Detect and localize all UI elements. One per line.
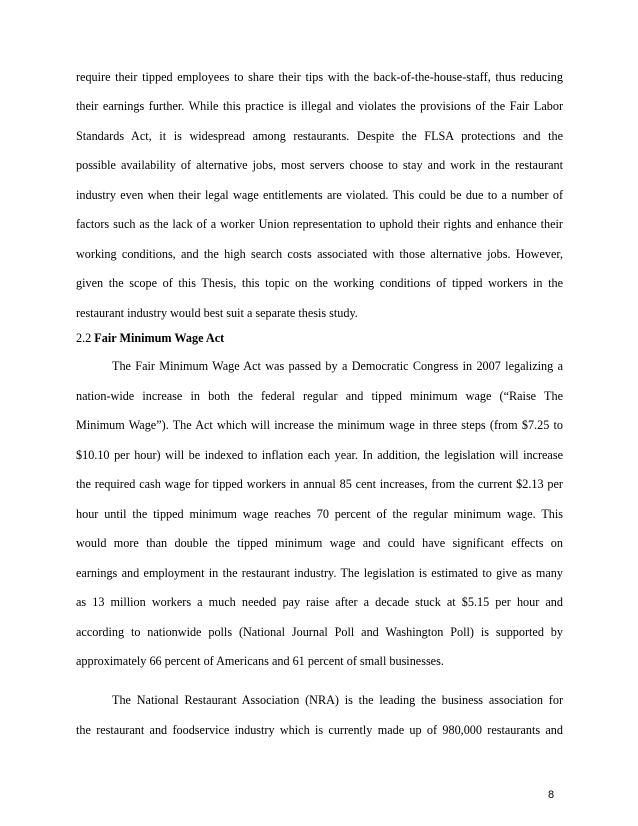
- paragraph-1-line-4: possible availability of alternative jobs, most servers choose to stay and work in the restaurant: [76, 158, 563, 172]
- paragraph-2-line-1: The Fair Minimum Wage Act was passed by a Democratic Congress in 2007 legalizing a: [112, 359, 563, 373]
- section-title: Fair Minimum Wage Act: [94, 331, 225, 345]
- paragraph-3-line-2: the restaurant and foodservice industry which is currently made up of 980,000 restaurants and: [76, 723, 563, 737]
- paragraph-1-line-7: working conditions, and the high search costs associated with those alternative jobs. However,: [76, 247, 563, 261]
- paragraph-2-line-8: earnings and employment in the restaurant industry. The legislation is estimated to give as many: [76, 566, 563, 580]
- section-number: 2.2: [76, 331, 92, 345]
- section-heading: [76, 330, 224, 346]
- paragraph-2-line-11: approximately 66 percent of Americans and 61 percent of small businesses.: [76, 654, 444, 668]
- page-number: 8: [548, 789, 555, 801]
- paragraph-2-line-2: nation-wide increase in both the federal regular and tipped minimum wage (“Raise The: [76, 389, 563, 403]
- paragraph-2-line-7: would more than double the tipped minimum wage and could have significant effects on: [76, 536, 563, 550]
- paragraph-1-line-8: given the scope of this Thesis, this topic on the working conditions of tipped workers in the: [76, 276, 563, 290]
- paragraph-3-line-1: The National Restaurant Association (NRA) is the leading the business association for: [112, 693, 563, 707]
- paragraph-2-line-4: $10.10 per hour) will be indexed to inflation each year. In addition, the legislation will increase: [76, 448, 563, 462]
- paragraph-2-line-5: the required cash wage for tipped workers in annual 85 cent increases, from the current $2.13 per: [76, 477, 563, 491]
- paragraph-2-line-6: hour until the tipped minimum wage reaches 70 percent of the regular minimum wage. This: [76, 507, 563, 521]
- paragraph-2-line-10: according to nationwide polls (National Journal Poll and Washington Poll) is supported by: [76, 625, 563, 639]
- paragraph-1-line-3: Standards Act, it is widespread among restaurants. Despite the FLSA protections and the: [76, 129, 563, 143]
- paragraph-2-line-9: as 13 million workers a much needed pay raise after a decade stuck at $5.15 per hour and: [76, 595, 563, 609]
- paragraph-1-line-2: their earnings further. While this practice is illegal and violates the provisions of the Fair Labor: [76, 99, 563, 113]
- paragraph-2-line-3: Minimum Wage”). The Act which will increase the minimum wage in three steps (from $7.25 to: [76, 418, 563, 432]
- paragraph-1-line-9: restaurant industry would best suit a separate thesis study.: [76, 306, 358, 320]
- paragraph-1-line-1: require their tipped employees to share their tips with the back-of-the-house-staff, thus reducing: [76, 70, 563, 84]
- paragraph-1-line-5: industry even when their legal wage entitlements are violated. This could be due to a number of: [76, 188, 563, 202]
- paragraph-1-line-6: factors such as the lack of a worker Union representation to uphold their rights and enhance their: [76, 217, 563, 231]
